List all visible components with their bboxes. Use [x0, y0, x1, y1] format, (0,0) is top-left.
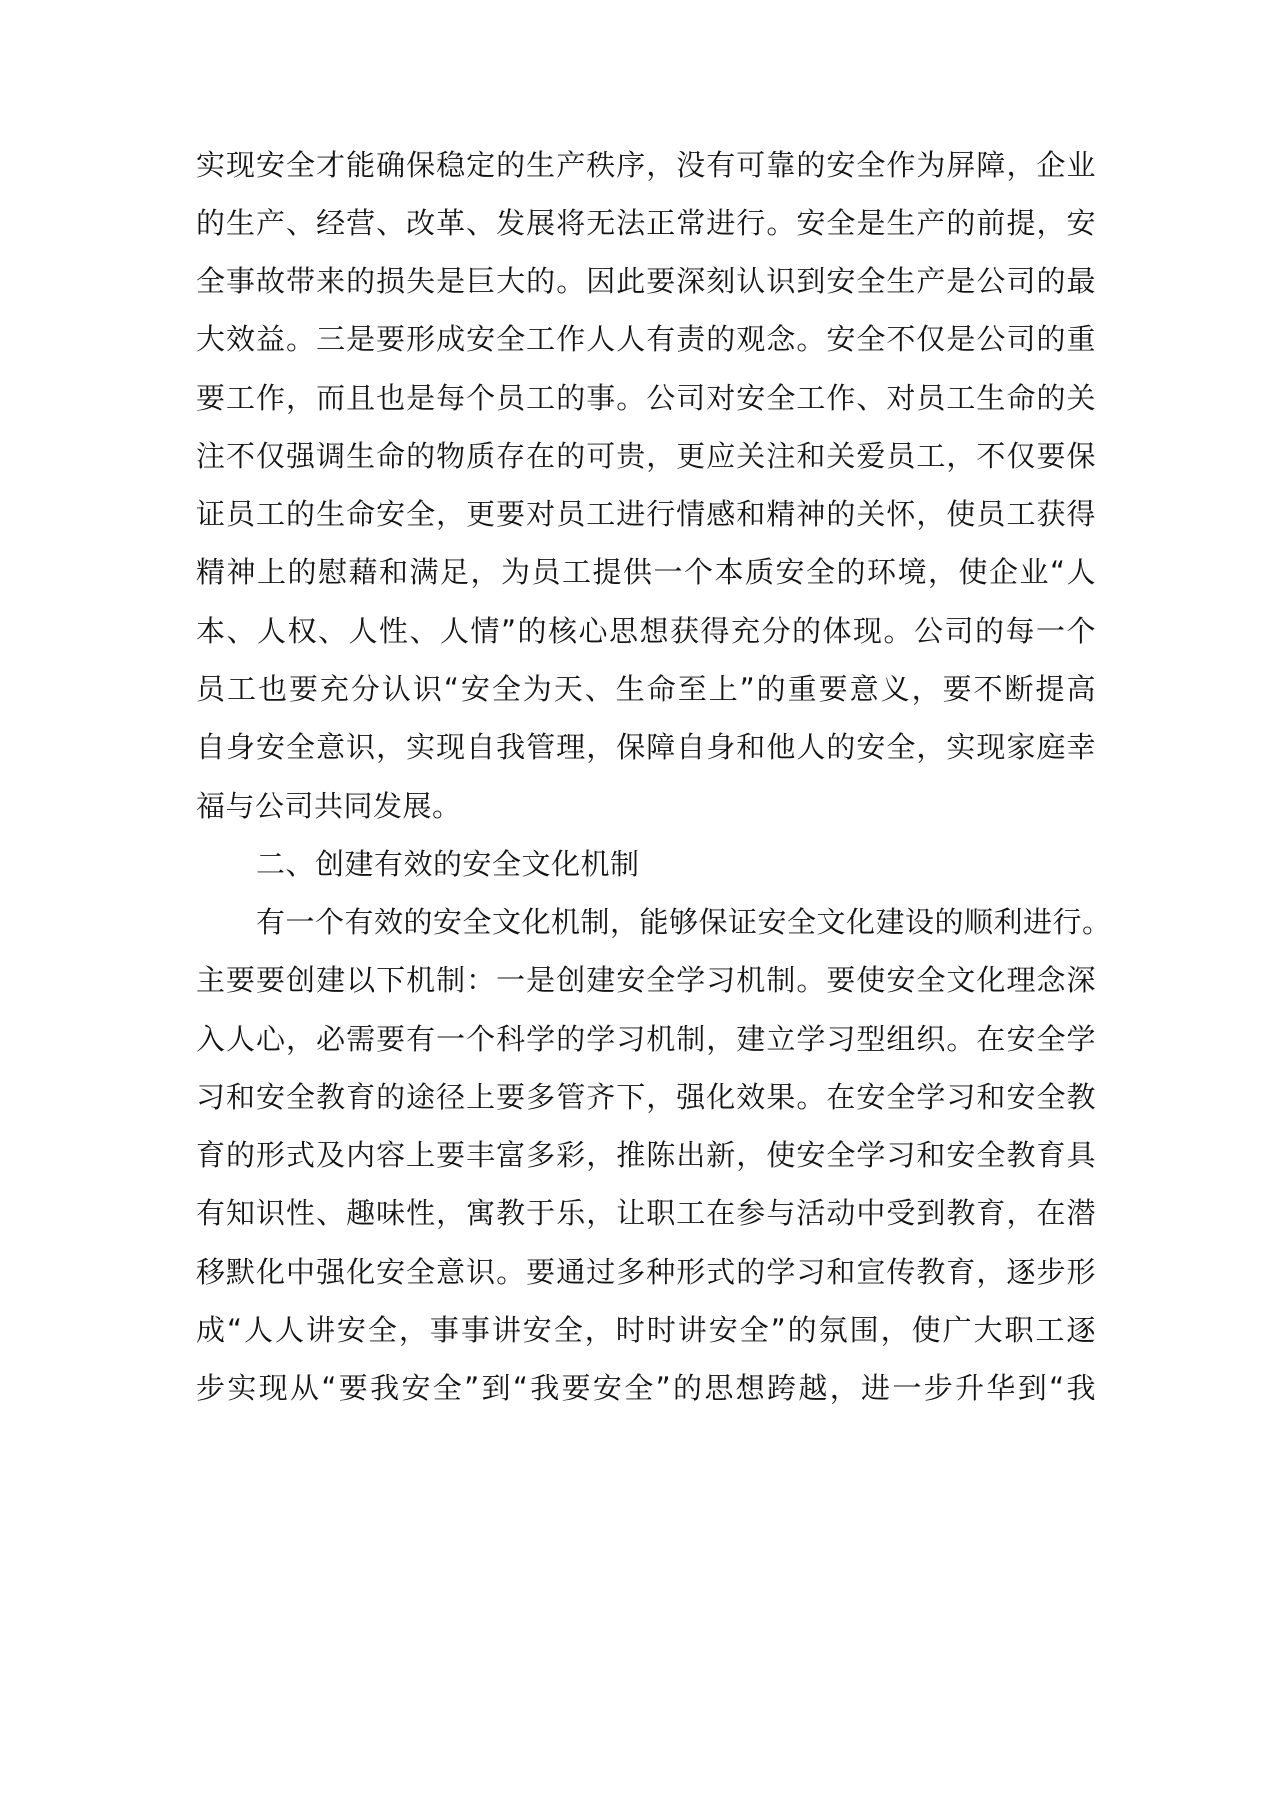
text-line: 证员工的生命安全，更要对员工进行情感和精神的关怀，使员工获得	[196, 497, 1096, 531]
text-line: 步实现从“要我安全”到“我要安全”的思想跨越，进一步升华到“我	[196, 1371, 1096, 1405]
text-line: 入人心，必需要有一个科学的学习机制，建立学习型组织。在安全学	[196, 1022, 1096, 1056]
text-line: 习和安全教育的途径上要多管齐下，强化效果。在安全学习和安全教	[196, 1080, 1096, 1114]
text-line: 有知识性、趣味性，寓教于乐，让职工在参与活动中受到教育，在潜	[196, 1196, 1096, 1230]
text-line: 自身安全意识，实现自我管理，保障自身和他人的安全，实现家庭幸	[196, 730, 1096, 764]
text-line: 员工也要充分认识“安全为天、生命至上”的重要意义，要不断提高	[196, 672, 1096, 706]
text-line: 注不仅强调生命的物质存在的可贵，更应关注和关爱员工，不仅要保	[196, 439, 1096, 473]
section-heading: 二、创建有效的安全文化机制	[256, 847, 640, 881]
text-line: 移默化中强化安全意识。要通过多种形式的学习和宣传教育，逐步形	[196, 1255, 1096, 1289]
text-line: 大效益。三是要形成安全工作人人有责的观念。安全不仅是公司的重	[196, 322, 1096, 356]
text-line: 成“人人讲安全，事事讲安全，时时讲安全”的氛围，使广大职工逐	[196, 1313, 1096, 1347]
text-line-paragraph-start: 有一个有效的安全文化机制，能够保证安全文化建设的顺利进行。	[256, 905, 1112, 939]
text-line: 实现安全才能确保稳定的生产秩序，没有可靠的安全作为屏障，企业	[196, 148, 1096, 182]
text-line: 要工作，而且也是每个员工的事。公司对安全工作、对员工生命的关	[196, 381, 1096, 415]
text-line-paragraph-end: 福与公司共同发展。	[196, 789, 462, 823]
text-line: 育的形式及内容上要丰富多彩，推陈出新，使安全学习和安全教育具	[196, 1138, 1096, 1172]
text-line: 主要要创建以下机制：一是创建安全学习机制。要使安全文化理念深	[196, 963, 1096, 997]
text-line: 全事故带来的损失是巨大的。因此要深刻认识到安全生产是公司的最	[196, 264, 1096, 298]
text-line: 本、人权、人性、人情”的核心思想获得充分的体现。公司的每一个	[196, 614, 1096, 648]
text-line: 精神上的慰藉和满足，为员工提供一个本质安全的环境，使企业“人	[196, 555, 1096, 589]
text-line: 的生产、经营、改革、发展将无法正常进行。安全是生产的前提，安	[196, 206, 1096, 240]
